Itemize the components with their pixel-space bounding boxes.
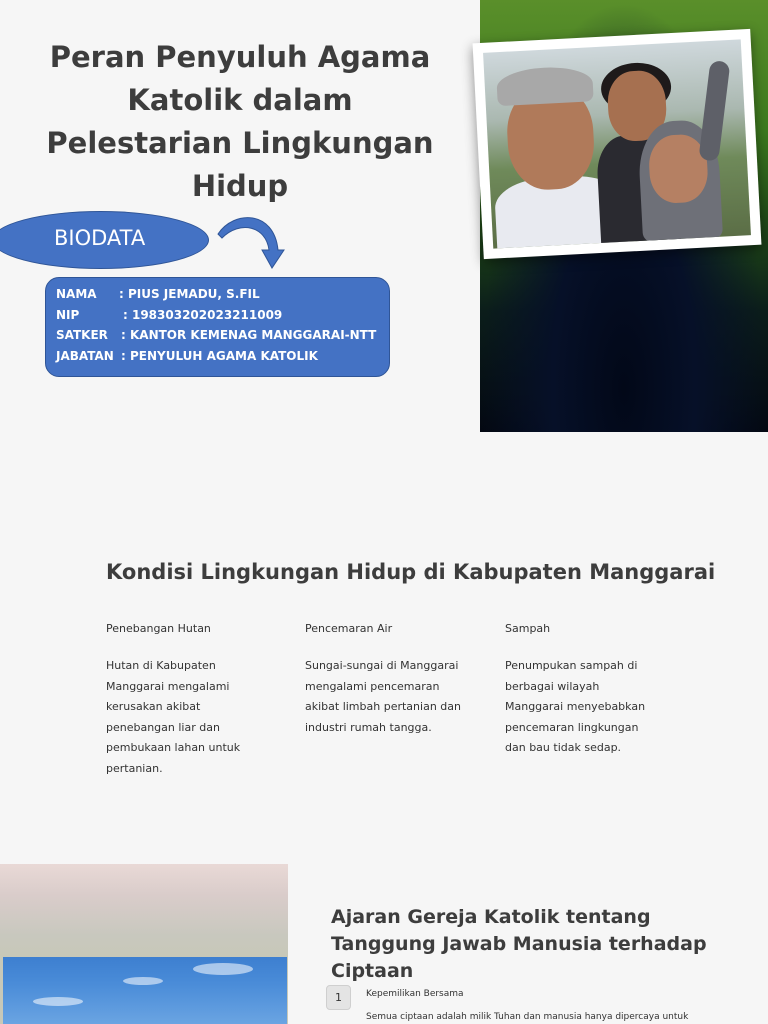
biodata-key: JABATAN [56, 348, 114, 363]
slide-1 [0, 0, 768, 432]
slide-2-title: Kondisi Lingkungan Hidup di Kabupaten Manggarai [106, 560, 716, 584]
biodata-value: : PENYULUH AGAMA KATOLIK [121, 348, 318, 363]
biodata-value: : KANTOR KEMENAG MANGGARAI-NTT [121, 328, 377, 342]
curved-arrow-icon [212, 208, 292, 274]
biodata-key: SATKER [56, 328, 108, 342]
step-number-badge: 1 [326, 985, 351, 1010]
biodata-row-jabatan [56, 346, 389, 367]
biodata-value: : PIUS JEMADU, S.FIL [119, 287, 260, 301]
slide-2 [0, 432, 768, 864]
column-penebangan-hutan [106, 622, 276, 779]
biodata-label: BIODATA [54, 226, 146, 250]
slide-1-title: Peran Penyuluh Agama Katolik dalam Pelestarian Lingkungan Hidup [46, 40, 434, 203]
beach-photo [0, 864, 288, 1024]
column-sampah [505, 622, 675, 759]
sky-image [3, 957, 287, 1024]
column-pencemaran-air [305, 622, 475, 738]
biodata-row-nama [56, 284, 389, 305]
biodata-row-satker [56, 325, 389, 346]
column-text: Hutan di Kabupaten Manggarai mengalami kerusakan akibat penebangan liar dan pembukaan lahan untuk pertanian. [106, 659, 241, 775]
slide-3-title: Ajaran Gereja Katolik tentang Tanggung Jawab Manusia terhadap Ciptaan [331, 906, 707, 982]
family-photo [483, 39, 751, 248]
biodata-key: NAMA [56, 287, 97, 301]
column-heading: Pencemaran Air [305, 622, 393, 635]
column-heading: Sampah [505, 622, 551, 635]
column-text: Penumpukan sampah di berbagai wilayah Manggarai menyebabkan pencemaran lingkungan dan bau tidak sedap. [505, 659, 646, 754]
step-title: Kepemilikan Bersama [366, 989, 464, 999]
biodata-row-nip [56, 305, 389, 326]
column-text: Sungai-sungai di Manggarai mengalami pencemaran akibat limbah pertanian dan industri rumah tangga. [305, 659, 461, 734]
biodata-value: : 198303202023211009 [123, 307, 283, 322]
slide-3 [0, 864, 768, 1024]
biodata-key: NIP [56, 307, 80, 322]
biodata-box [45, 277, 390, 377]
step-text: Semua ciptaan adalah milik Tuhan dan manusia hanya dipercaya untuk [366, 1012, 689, 1022]
column-heading: Penebangan Hutan [106, 622, 211, 635]
family-photo-frame [473, 29, 762, 259]
